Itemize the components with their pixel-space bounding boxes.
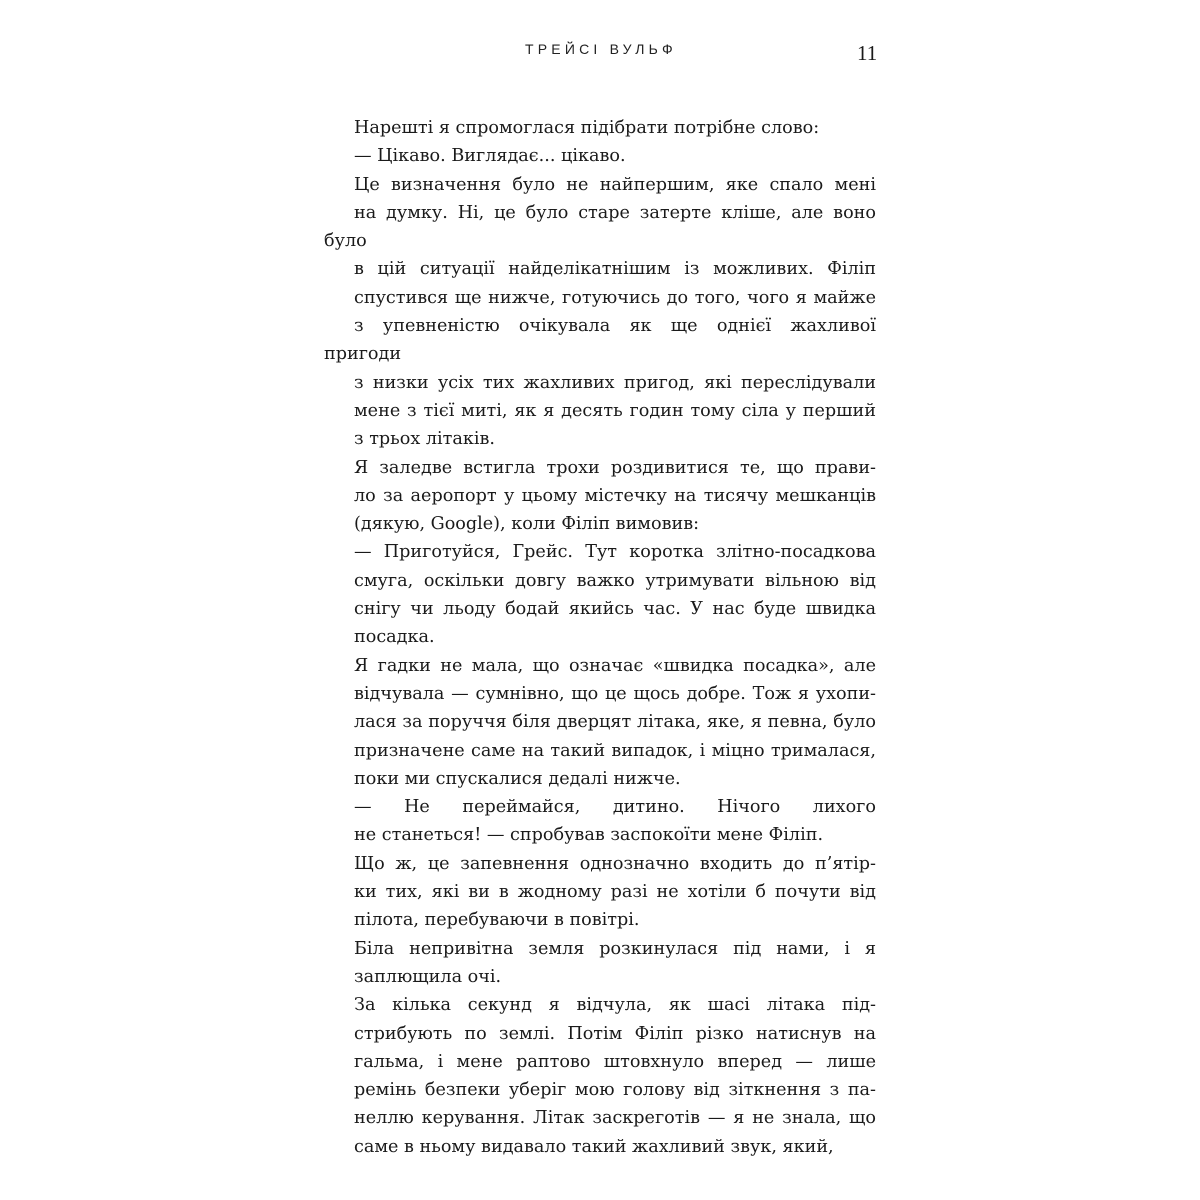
paragraph	[324, 793, 876, 850]
paragraph	[324, 171, 876, 454]
paragraph	[324, 114, 876, 142]
text-line: спустився ще нижче, готуючись до того, чого я майже	[354, 287, 876, 308]
text-line: поки ми спускалися дедалі нижче.	[354, 768, 681, 789]
text-line: з упевненістю очікувала як ще однієї жахливої пригоди	[324, 316, 876, 365]
text-line: Я заледве встигла трохи роздивитися те, що прави-	[354, 457, 876, 478]
text-line: — Приготуйся, Грейс. Тут коротка злітно-посадкова	[354, 542, 876, 563]
paragraph	[324, 538, 876, 651]
text-line: гальма, і мене раптово штовхнуло вперед — лише	[354, 1051, 876, 1072]
paragraph	[324, 991, 876, 1161]
text-line: (дякую, Google), коли Філіп вимовив:	[354, 514, 700, 535]
text-line: Нарешті я спромоглася підібрати потрібне слово:	[354, 118, 820, 138]
text-line: ло за аеропорт у цьому містечку на тисячу мешканців	[354, 485, 876, 506]
text-line: відчувала — сумнівно, що це щось добре. Тож я ухопи-	[354, 683, 876, 704]
page-number: 11	[857, 41, 878, 65]
text-line: смуга, оскільки довгу важко утримувати вільною від	[354, 570, 876, 591]
text-line: лася за поруччя біля дверцят літака, яке, я певна, було	[354, 712, 876, 733]
paragraph	[324, 142, 876, 170]
text-line: саме в ньому видавало такий жахливий звук, який,	[354, 1136, 834, 1157]
text-line: з низки усіх тих жахливих пригод, які переслідували	[354, 372, 876, 393]
text-line: в цій ситуації найделікатнішим із можливих. Філіп	[354, 259, 876, 280]
body-text	[324, 114, 876, 1161]
text-line: Біла непривітна земля розкинулася під нами, і я	[354, 938, 876, 959]
text-line: стрибують по землі. Потім Філіп різко натиснув на	[354, 1023, 876, 1044]
text-line: Що ж, це запевнення однозначно входить до п’ятір-	[354, 853, 876, 874]
paragraph	[324, 454, 876, 539]
text-line: За кілька секунд я відчула, як шасі літака під-	[354, 995, 876, 1016]
text-line: неллю керування. Літак заскреготів — я не знала, що	[354, 1108, 876, 1129]
text-line: заплющила очі.	[354, 966, 502, 987]
text-line: Я гадки не мала, що означає «швидка посадка», але	[354, 655, 876, 676]
text-line: Це визначення було не найпершим, яке спало мені	[354, 174, 876, 195]
text-line: мене з тієї миті, як я десять годин тому сіла у перший	[354, 400, 876, 421]
paragraph	[324, 850, 876, 935]
paragraph	[324, 652, 876, 793]
text-line: на думку. Ні, це було старе затерте кліше, але воно було	[324, 202, 876, 252]
text-line: пілота, перебуваючи в повітрі.	[354, 910, 640, 931]
running-head-author: ТРЕЙСІ ВУЛЬФ	[525, 41, 677, 57]
text-line: ки тих, які ви в жодному разі не хотіли б почути від	[354, 882, 876, 903]
paragraph	[324, 935, 876, 992]
text-line: посадка.	[354, 627, 435, 648]
text-line: снігу чи льоду бодай якийсь час. У нас буде швидка	[354, 599, 876, 620]
text-line: — Цікаво. Виглядає... цікаво.	[354, 146, 626, 167]
text-line: з трьох літаків.	[354, 429, 496, 450]
text-line: призначене саме на такий випадок, і міцно трималася,	[354, 740, 876, 761]
text-line: — Не переймайся, дитино. Нічого лихого	[354, 797, 876, 818]
text-line: ремінь безпеки уберіг мою голову від зіткнення з па-	[354, 1080, 876, 1101]
text-line: не станеться! — спробував заспокоїти мене Філіп.	[354, 825, 824, 846]
